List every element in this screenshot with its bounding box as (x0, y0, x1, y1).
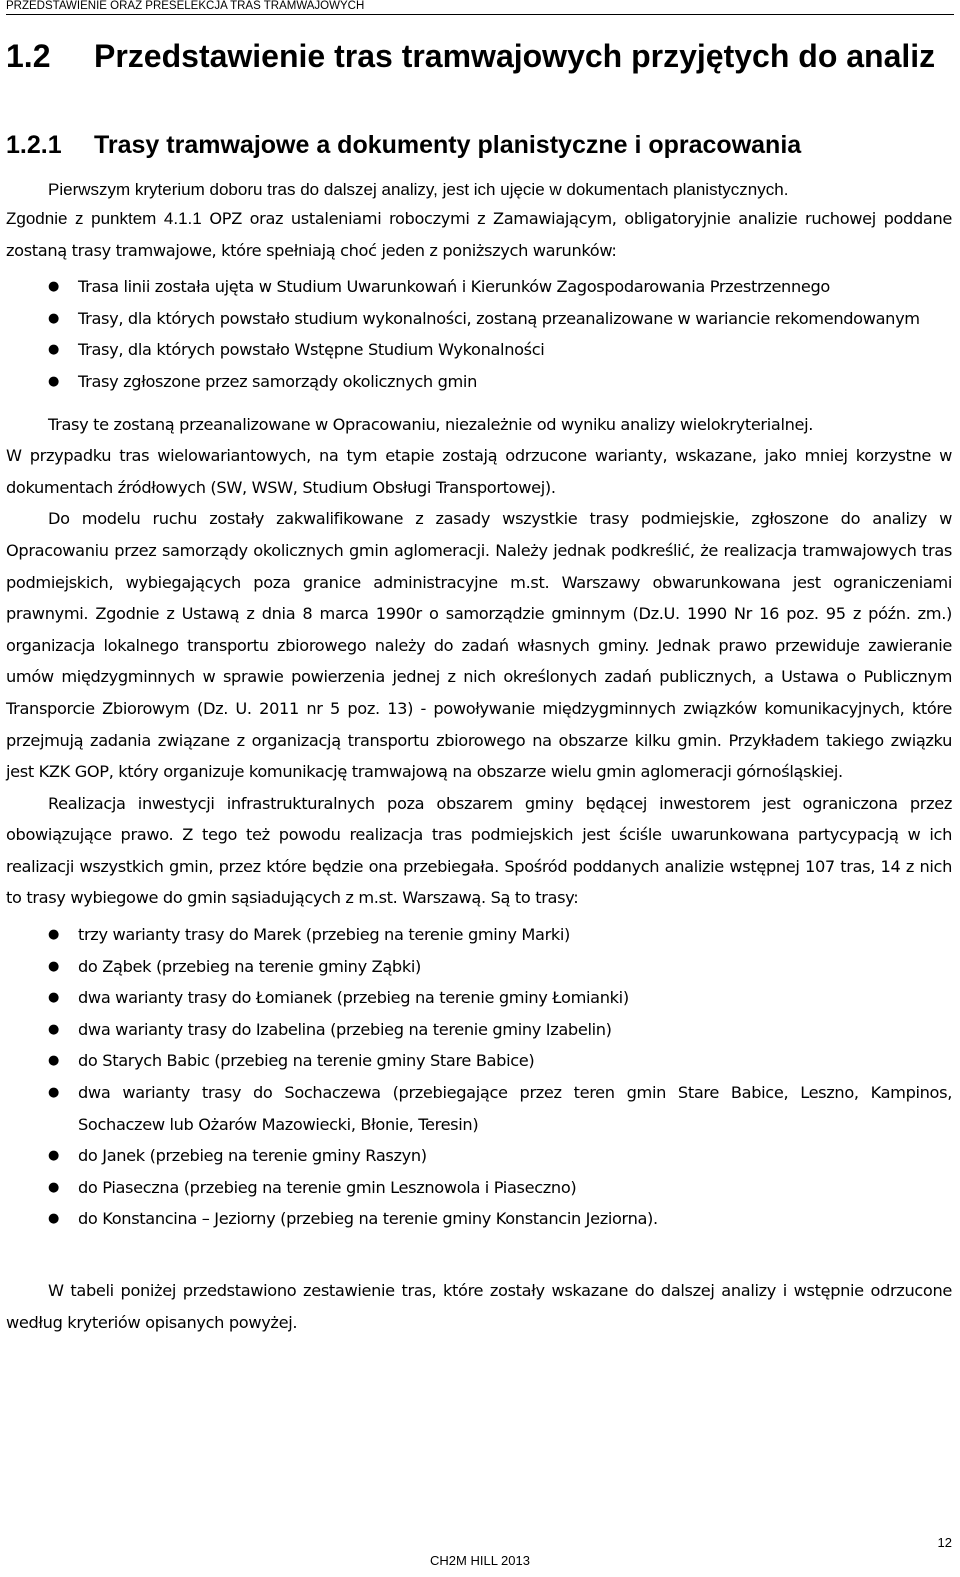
list-item: ● trzy warianty trasy do Marek (przebieg na terenie gminy Marki) (6, 919, 952, 951)
intro-sentence: Pierwszym kryterium doboru tras do dalszej analizy, jest ich ujęcie w dokumentach planistycznych. (48, 180, 789, 199)
bullet-icon: ● (48, 1053, 59, 1069)
paragraph-2: W przypadku tras wielowariantowych, na tym etapie zostają odrzucone warianty, wskazane, jako mniej korzystne w dokumentach źródłowych (SW, WSW, Studium Obsługi Transportowej). (6, 446, 952, 497)
list-item: ● Trasy, dla których powstało studium wykonalności, zostaną przeanalizowane w wariancie rekomendowanym (6, 303, 952, 335)
criteria-list (6, 271, 952, 397)
list-item: ● do Janek (przebieg na terenie gminy Raszyn) (6, 1140, 952, 1172)
bullet-icon: ● (48, 958, 59, 974)
list-item: ● dwa warianty trasy do Sochaczewa (przebiegające przez teren gmin Stare Babice, Leszno, Kampinos, Sochaczew lub Ożarów Mazowiecki, Błonie, Teresin) (6, 1077, 952, 1140)
section-heading (6, 38, 954, 74)
intro-rest: OPZ oraz ustaleniami roboczymi z Zamawiającym, obligatoryjnie analizie ruchowej poddane zostaną trasy tramwajowe, które spełniają choć jeden z poniższych warunków: (6, 209, 952, 260)
bullet-icon: ● (48, 373, 59, 389)
bullet-icon: ● (48, 1021, 59, 1037)
bullet-icon: ● (48, 927, 59, 943)
subsection-number: 1.2.1 (6, 131, 62, 159)
list-item: ● dwa warianty trasy do Izabelina (przebieg na terenie gminy Izabelin) (6, 1014, 952, 1046)
bullet-icon: ● (48, 1179, 59, 1195)
page-number: 12 (937, 1535, 952, 1550)
bullet-icon: ● (48, 1148, 59, 1164)
list-item: ● do Piaseczna (przebieg na terenie gmin Lesznowola i Piaseczno) (6, 1172, 952, 1204)
list-item: ● do Konstancina – Jeziorny (przebieg na terenie gminy Konstancin Jeziorna). (6, 1203, 952, 1235)
paragraph-4: Realizacja inwestycji infrastrukturalnych poza obszarem gminy będącej inwestorem jest ograniczona przez obowiązujące prawo. Z tego też powodu realizacja tras podmiejskich jest ściśle uwarunkowana partycypacją w ich realizacji wszystkich gmin, przez które będzie ona przebiegała. Spośród poddanych analizie wstępnej 107 tras, 14 z nich to trasy wybiegowe do gmin sąsiadujących z m.st. Warszawą. Są to trasy: (6, 793, 952, 908)
list-item: ● dwa warianty trasy do Łomianek (przebieg na terenie gminy Łomianki) (6, 982, 952, 1014)
list-item: ● do Starych Babic (przebieg na terenie gminy Stare Babice) (6, 1045, 952, 1077)
bullet-icon: ● (48, 310, 59, 326)
list-item: ● Trasa linii została ujęta w Studium Uwarunkowań i Kierunków Zagospodarowania Przestrzennego (6, 271, 952, 303)
paragraph-5: W tabeli poniżej przedstawiono zestawienie tras, które zostały wskazane do dalszej analizy i wstępnie odrzucone według kryteriów opisanych powyżej. (6, 1281, 952, 1332)
paragraph-1: Trasy te zostaną przeanalizowane w Opracowaniu, niezależnie od wyniku analizy wielokryterialnej. (48, 414, 814, 434)
section-number: 1.2 (6, 38, 51, 74)
intro-paragraph (6, 203, 952, 266)
list-item: ● do Ząbek (przebieg na terenie gminy Ząbki) (6, 951, 952, 983)
bullet-icon: ● (48, 1085, 59, 1101)
bullet-icon: ● (48, 1211, 59, 1227)
intro-lead: Zgodnie z punktem 4.1.1 (6, 209, 202, 228)
list-item: ● Trasy zgłoszone przez samorządy okolicznych gmin (6, 366, 952, 398)
intro-line (6, 174, 952, 205)
section-title: Przedstawienie tras tramwajowych przyjętych do analiz (94, 38, 936, 74)
bullet-icon: ● (48, 990, 59, 1006)
paragraph-3: Do modelu ruchu zostały zakwalifikowane z zasady wszystkie trasy podmiejskie, zgłoszone do analizy w Opracowaniu przez samorządy okolicznych gmin aglomeracji. Należy jednak podkreślić, że realizacja tramwajowych tras podmiejskich, wybiegających poza granice administracyjne m.st. Warszawy obwarunkowana jest ograniczeniami prawnymi. Zgodnie z Ustawą z dnia 8 marca 1990r o samorządzie gminnym (Dz.U. 1990 Nr 16 poz. 95 z późn. zm.) organizacja lokalnego transportu zbiorowego należy do zadań własnych gminy. Jednak prawo przewiduje zawieranie umów międzygminnych w sprawie powierzenia jednej z nich określonych zadań publicznych, a Ustawa o Publicznym Transporcie Zbiorowym (Dz. U. 2011 nr 5 poz. 13) - powoływanie międzygminnych związków komunikacyjnych, które przejmują zadania związane z organizacją transportu zbiorowego na obszarze kilku gmin. Przykładem takiego związku jest KZK GOP, który organizuje komunikację tramwajową na obszarze wielu gmin aglomeracji górnośląskiej. (6, 509, 952, 782)
bullet-icon: ● (48, 342, 59, 358)
subsection-title: Trasy tramwajowe a dokumenty planistyczne i opracowania (94, 131, 802, 159)
spacer (6, 1245, 952, 1275)
footer: CH2M HILL 2013 (430, 1553, 530, 1568)
running-header: PRZEDSTAWIENIE ORAZ PRESELEKCJA TRAS TRAMWAJOWYCH (6, 0, 954, 15)
bullet-icon: ● (48, 279, 59, 295)
routes-list (6, 919, 952, 1235)
body-text (6, 203, 952, 1338)
subsection-heading (6, 130, 954, 160)
list-item: ● Trasy, dla których powstało Wstępne Studium Wykonalności (6, 334, 952, 366)
